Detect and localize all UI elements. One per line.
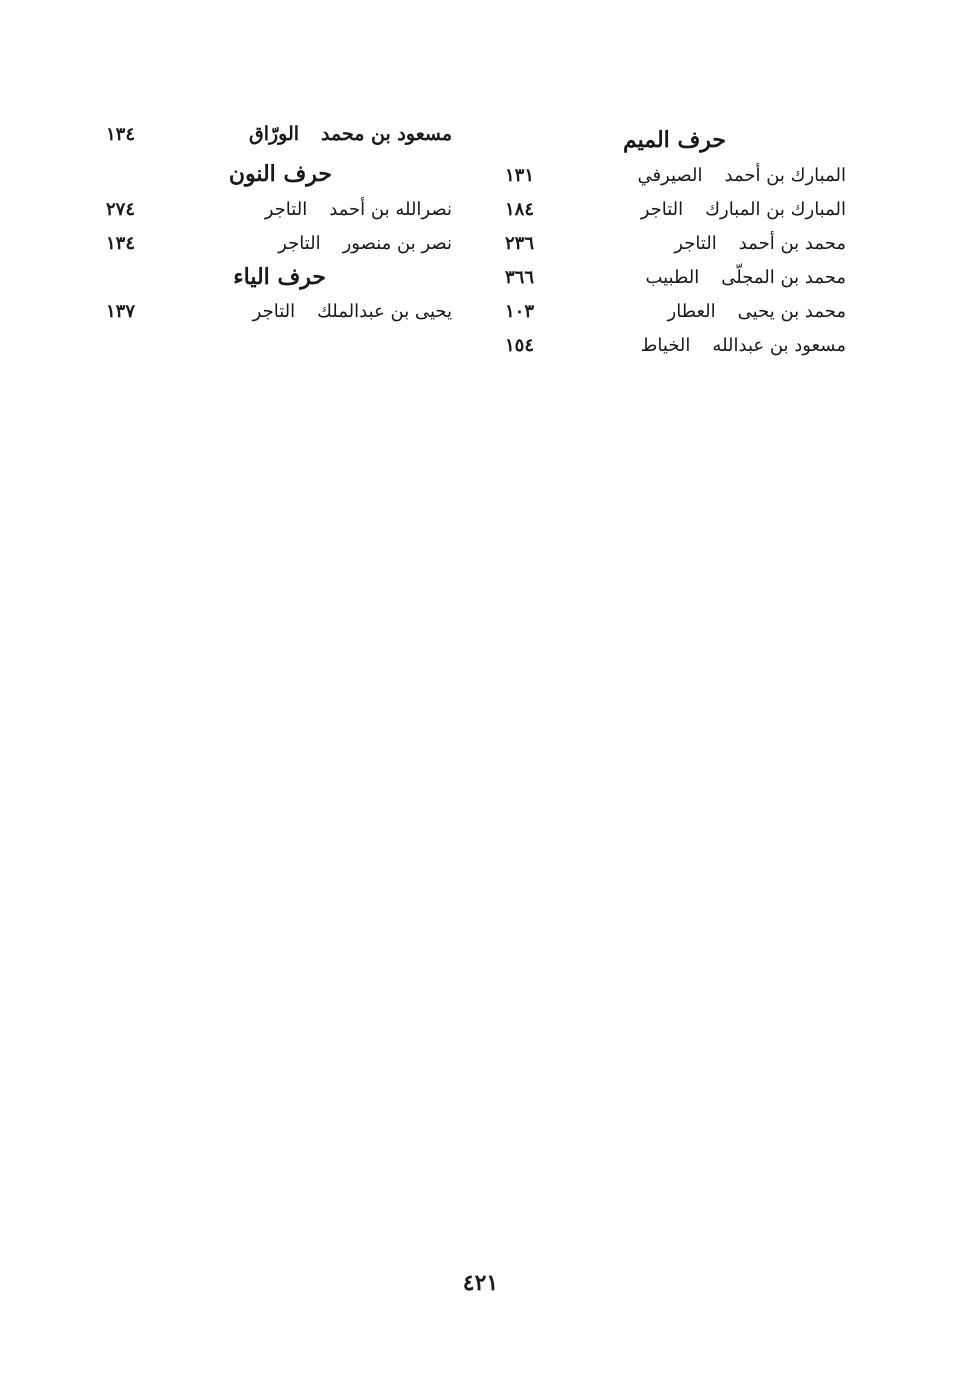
entry-page-number: ١٨٤ <box>505 198 535 220</box>
entry-name: نصر بن منصورالتاجر <box>278 232 452 254</box>
index-entry <box>480 158 846 192</box>
entry-page-number: ٣٦٦ <box>505 266 535 288</box>
index-entry <box>96 192 452 226</box>
entry-page-number: ١٣٤ <box>106 123 136 145</box>
section-heading-nun: حرف النون <box>228 161 332 187</box>
entry-name: محمد بن أحمدالتاجر <box>674 232 846 254</box>
entry-name: محمد بن المجلّىالطبيب <box>645 266 846 288</box>
entry-name: نصرالله بن أحمدالتاجر <box>264 198 452 220</box>
entry-page-number: ١٣١ <box>505 164 535 186</box>
entry-name: المبارك بن المباركالتاجر <box>640 198 846 220</box>
index-entry <box>480 260 846 294</box>
entry-page-number: ٢٧٤ <box>106 198 136 220</box>
entry-page-number: ١٥٤ <box>505 334 535 356</box>
index-entry <box>480 328 846 362</box>
entry-page-number: ١٣٧ <box>106 300 136 322</box>
entry-name: المبارك بن أحمدالصيرفي <box>637 164 846 186</box>
index-entry <box>480 226 846 260</box>
right-column <box>480 112 846 362</box>
index-entry <box>96 294 452 328</box>
index-entry <box>480 294 846 328</box>
entry-name: يحيى بن عبدالملكالتاجر <box>252 300 452 322</box>
entry-name: محمد بن يحيىالعطار <box>667 300 846 322</box>
entry-name: مسعود بن محمدالورّاق <box>248 123 452 145</box>
index-entry <box>480 192 846 226</box>
section-heading-mim: حرف الميم <box>622 127 726 153</box>
left-column <box>96 112 452 328</box>
entry-page-number: ٢٣٦ <box>505 232 535 254</box>
index-entry <box>96 112 452 156</box>
page-number: ٤٢١ <box>462 1270 499 1296</box>
entry-name: مسعود بن عبداللهالخياط <box>640 334 846 356</box>
entry-page-number: ١٠٣ <box>505 300 535 322</box>
section-heading-ya: حرف الياء <box>233 264 326 290</box>
entry-page-number: ١٣٤ <box>106 232 136 254</box>
index-entry <box>96 226 452 260</box>
